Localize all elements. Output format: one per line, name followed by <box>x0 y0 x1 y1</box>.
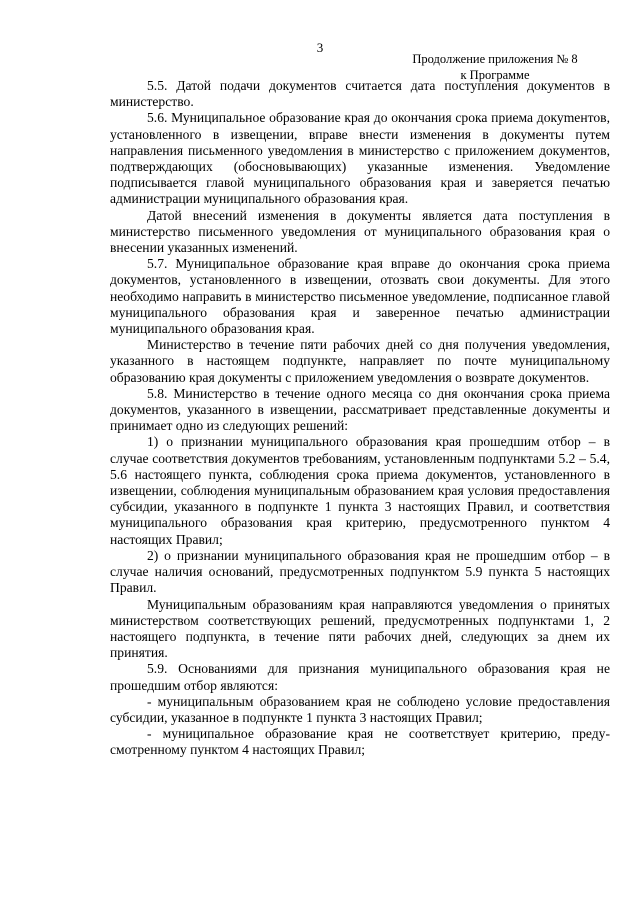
paragraph-5-8-decision-1: 1) о признании муниципального образования края прошедшим отбор – в случае соответствия документов требованиям, установленным подпунктами 5.2 – 5.4, 5.6 настоящего пункта, соблюдения срока приема документов, установленного в извещении, соблюдения муниципальным образованием края условия предоставления субсидии, указанного в подпункте 1 пункта 3 настоящих Правил, и соответствия муниципального образования края критерию, предусмотренного пунктом 4 настоящих Правил; <box>110 434 610 547</box>
paragraph-5-6: 5.6. Муниципальное образование края до окончания срока приема докуmентов, установленного в извещении, вправе внести изменения в документы путем направления письменного уведомления в министерство с приложением документов, подтверждающих (обосновывающих) указанные изменения. Уведомление подписывается главой муниципального образования края и заверяется печатью администрации муниципального образования края. <box>110 110 610 207</box>
paragraph-5-7: 5.7. Муниципальное образование края вправе до окончания срока приема документов, установленного в извещении, отозвать свои документы. Для этого необходимо направить в министерство письменное уведомление, подписанное главой муниципального образования края и заверенное печатью администрации муниципального образования края. <box>110 256 610 337</box>
paragraph-5-8-decision-2: 2) о признании муниципального образования края не прошедшим отбор – в случае наличия оснований, предусмотренных подпунктом 5.9 пункта 5 настоящих Правил. <box>110 547 610 596</box>
paragraph-5-8: 5.8. Министерство в течение одного месяца со дня окончания срока приема документов, указанного в извещении, рассматривает представленные документы и принимает одно из следующих решений: <box>110 385 610 434</box>
paragraph-5-9-reason-2: - муниципальное образование края не соответствует критерию, предусмотренному пунктом 4 настоящих Правил; <box>110 726 610 758</box>
document-body <box>110 78 610 759</box>
paragraph-5-6-changes-date: Датой внесений изменения в документы является дата поступления в министерство письменного уведомления от муниципального образования края о внесении указанных изменений. <box>110 207 610 256</box>
appendix-header-line-2: к Программе <box>460 68 530 82</box>
paragraph-5-5: 5.5. Датой подачи документов считается дата поступления документов в министерство. <box>110 78 610 110</box>
paragraph-5-8-notifications: Муниципальным образованиям края направляются уведомления о принятых министерством соответствующих решений, предусмотренных подпунктами 1, 2 настоящего подпункта, в течение пяти рабочих дней, следующих за днем их принятия. <box>110 596 610 661</box>
paragraph-5-7-return: Министерство в течение пяти рабочих дней со дня получения уведомления, указанного в настоящем подпункте, направляет по почте муниципальному образованию края документы с приложением уведомления о возврате документов. <box>110 337 610 385</box>
paragraph-5-9-reason-1: - муниципальным образованием края не соблюдено условие предоставления субсидии, указанное в подпункте 1 пункта 3 настоящих Правил; <box>110 693 610 725</box>
appendix-header-line-1: Продолжение приложения № 8 <box>412 52 578 66</box>
page-number: 3 <box>316 40 324 55</box>
paragraph-5-9: 5.9. Основаниями для признания муниципального образования края не прошедшим отбор являются: <box>110 661 610 693</box>
